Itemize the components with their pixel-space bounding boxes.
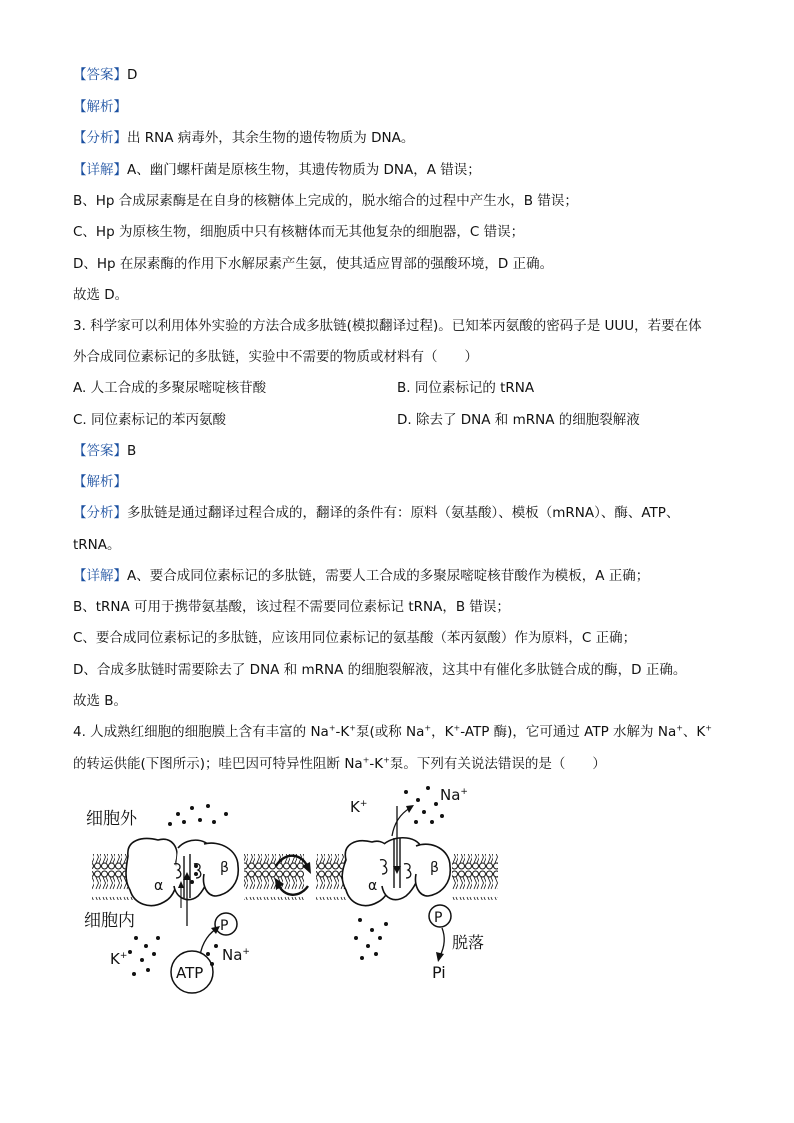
sodium-potassium-pump-diagram bbox=[80, 778, 500, 1010]
fenxi-text: 多肽链是通过翻译过程合成的，翻译的条件有：原料（氨基酸）、模板（mRNA）、酶、ATP、 bbox=[127, 505, 680, 521]
atp-label: ATP bbox=[176, 964, 204, 982]
answer-value: D bbox=[127, 67, 138, 83]
pi-label: Pi bbox=[432, 963, 446, 982]
q3-line-b: B、tRNA 可用于携带氨基酸，该过程不需要同位素标记 tRNA，B 错误； bbox=[73, 599, 510, 615]
k-label-right bbox=[350, 798, 367, 816]
pump-right bbox=[342, 805, 451, 962]
membrane-right-b bbox=[452, 854, 498, 900]
q4-stem-text: ，K bbox=[431, 724, 454, 740]
superscript-plus: + bbox=[676, 723, 683, 733]
xiangjie-tag: 【详解】 bbox=[73, 568, 127, 584]
phosphate-label-left: P bbox=[220, 918, 229, 934]
outside-label: 细胞外 bbox=[86, 809, 137, 829]
beta-label-left: β bbox=[220, 860, 229, 876]
superscript-plus: + bbox=[242, 947, 250, 957]
xiangjie-text: A、幽门螺杆菌是原核生物，其遗传物质为 DNA，A 错误； bbox=[127, 162, 481, 178]
xiangjie-tag: 【详解】 bbox=[73, 162, 127, 178]
q2-line-d: D、Hp 在尿素酶的作用下水解尿素产生氨，使其适应胃部的强酸环境，D 正确。 bbox=[73, 256, 554, 272]
phosphate-label-right: P bbox=[434, 910, 443, 926]
fenxi-tag: 【分析】 bbox=[73, 505, 127, 521]
superscript-plus: + bbox=[424, 723, 432, 733]
q2-line-c: C、Hp 为原核生物，细胞质中只有核糖体而无其他复杂的细胞器，C 错误； bbox=[73, 224, 525, 240]
q3-line-c: C、要合成同位素标记的多肽链，应该用同位素标记的氨基酸（苯丙氨酸）作为原料，C 正确； bbox=[73, 630, 637, 646]
k-text: K bbox=[110, 950, 120, 968]
na-text: Na bbox=[440, 786, 461, 804]
q3-option-d: D. 除去了 DNA 和 mRNA 的细胞裂解液 bbox=[397, 412, 640, 428]
pump-left bbox=[126, 839, 238, 956]
q4-stem-text: 、K bbox=[682, 724, 706, 740]
superscript-plus: + bbox=[383, 755, 390, 765]
alpha-label-left: α bbox=[154, 878, 164, 894]
k-label-left bbox=[110, 950, 127, 968]
q4-stem-text: 4. 人成熟红细胞的细胞膜上含有丰富的 Na bbox=[73, 724, 329, 740]
beta-label-right: β bbox=[430, 860, 439, 876]
q3-fenxi-line bbox=[73, 503, 679, 523]
na-label-left bbox=[222, 946, 250, 964]
q3-conclusion: 故选 B。 bbox=[73, 693, 128, 709]
membrane-right-a bbox=[316, 854, 346, 900]
q3-stem-1: 3. 科学家可以利用体外实验的方法合成多肽链(模拟翻译过程)。已知苯丙氨酸的密码子是 UUU，若要在体 bbox=[73, 318, 702, 334]
q3-option-b: B. 同位素标记的 tRNA bbox=[397, 380, 535, 396]
detach-label: 脱落 bbox=[452, 933, 485, 952]
q2-answer-line bbox=[73, 65, 137, 85]
q4-stem-2 bbox=[73, 754, 606, 774]
q3-xiangjie-line bbox=[73, 566, 649, 586]
q4-stem-text: -ATP 酶)，它可通过 ATP 水解为 Na bbox=[460, 724, 677, 740]
q3-stem-2: 外合成同位素标记的多肽链，实验中不需要的物质或材料有（ ） bbox=[73, 349, 478, 365]
superscript-plus: + bbox=[328, 723, 336, 733]
q4-stem-text: 泵(或称 Na bbox=[355, 724, 425, 740]
q3-line-d: D、合成多肽链时需要除去了 DNA 和 mRNA 的细胞裂解液，这其中有催化多肽链合成的酶，D 正确。 bbox=[73, 662, 687, 678]
q4-stem-1 bbox=[73, 722, 712, 742]
answer-tag: 【答案】 bbox=[73, 67, 127, 83]
q2-fenxi-line bbox=[73, 128, 414, 148]
q4-stem-text: -K bbox=[369, 756, 384, 772]
answer-value: B bbox=[127, 443, 137, 459]
alpha-label-right: α bbox=[368, 878, 378, 894]
superscript-plus: + bbox=[349, 723, 356, 733]
membrane-left-b bbox=[244, 854, 304, 900]
superscript-plus: + bbox=[460, 787, 468, 797]
fenxi-tag: 【分析】 bbox=[73, 130, 127, 146]
superscript-plus: + bbox=[453, 723, 461, 733]
q3-fenxi-line-2: tRNA。 bbox=[73, 537, 121, 553]
q2-conclusion: 故选 D。 bbox=[73, 287, 129, 303]
superscript-plus: + bbox=[705, 723, 712, 733]
q3-option-c: C. 同位素标记的苯丙氨酸 bbox=[73, 412, 227, 428]
q4-stem-text: 泵。下列有关说法错误的是（ ） bbox=[389, 756, 606, 772]
q4-stem-text: -K bbox=[335, 724, 350, 740]
q3-analysis-tag: 【解析】 bbox=[73, 474, 127, 490]
fenxi-text: 出 RNA 病毒外，其余生物的遗传物质为 DNA。 bbox=[127, 130, 415, 146]
q2-analysis-tag: 【解析】 bbox=[73, 99, 127, 115]
q2-xiangjie-line bbox=[73, 160, 481, 180]
na-label-right bbox=[440, 786, 468, 804]
superscript-plus: + bbox=[362, 755, 370, 765]
q4-stem-text: 的转运供能(下图所示)；哇巴因可特异性阻断 Na bbox=[73, 756, 363, 772]
q2-line-b: B、Hp 合成尿素酶是在自身的核糖体上完成的，脱水缩合的过程中产生水，B 错误； bbox=[73, 193, 578, 209]
answer-tag: 【答案】 bbox=[73, 443, 127, 459]
k-text: K bbox=[350, 798, 360, 816]
superscript-plus: + bbox=[359, 799, 368, 809]
superscript-plus: + bbox=[119, 951, 128, 961]
q3-answer-line bbox=[73, 441, 136, 461]
q3-option-a: A. 人工合成的多聚尿嘧啶核苷酸 bbox=[73, 380, 267, 396]
inside-label: 细胞内 bbox=[84, 911, 135, 931]
na-text: Na bbox=[222, 946, 243, 964]
xiangjie-text: A、要合成同位素标记的多肽链，需要人工合成的多聚尿嘧啶核苷酸作为模板，A 正确； bbox=[127, 568, 650, 584]
